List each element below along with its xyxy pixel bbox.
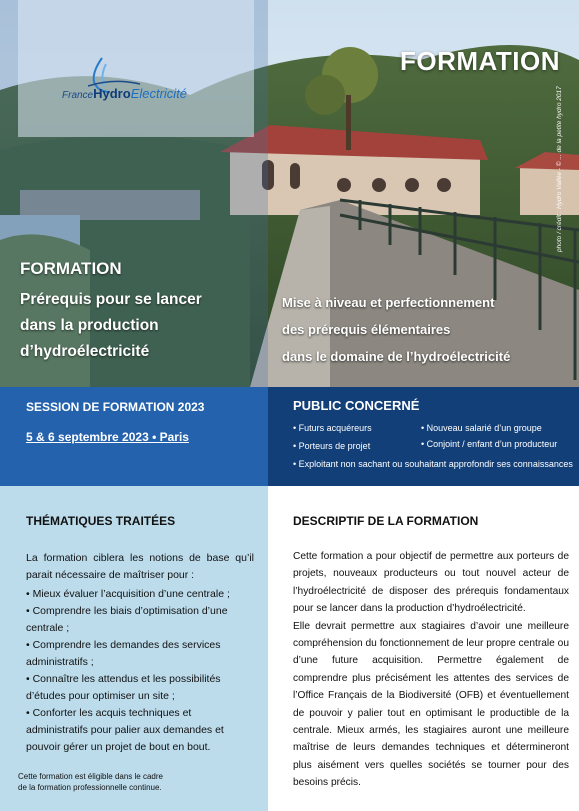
left-subtitle-line: dans la production <box>20 317 159 334</box>
public-item: • Nouveau salarié d’un groupe <box>421 423 542 433</box>
themes-list-item: • Conforter les acquis techniques et administratifs pour palier aux demandes et pouvoir gérer un projet de bout en bout. <box>26 707 224 753</box>
logo-electricite: Electricité <box>130 86 188 101</box>
themes-list-item: • Comprendre les biais d’optimisation d’une centrale ; <box>26 605 228 634</box>
right-subtitle-line: Mise à niveau et perfectionnement <box>282 295 495 310</box>
eligibility-note <box>18 771 163 793</box>
themes-list <box>26 586 256 756</box>
description-title: DESCRIPTIF DE LA FORMATION <box>293 514 479 528</box>
left-subtitle-line: Prérequis pour se lancer <box>20 291 202 308</box>
public-item: • Futurs acquéreurs <box>293 423 372 433</box>
hero-left-title: FORMATION <box>20 259 122 278</box>
right-subtitle-line: dans le domaine de l’hydroélectricité <box>282 349 511 364</box>
public-item: • Conjoint / enfant d’un producteur <box>421 439 558 449</box>
header-title: FORMATION <box>400 46 560 76</box>
description-paragraph: Cette formation a pour objectif de permettre aux porteurs de projets, nouveaux producteurs ou tout nouvel acteur de l’hydroélectricité de disposer des prérequis fondamentaux pour se lancer dans la production d’hydroélectricité. <box>293 551 569 615</box>
themes-list-item: • Comprendre les demandes des services administratifs ; <box>26 639 221 668</box>
hero-right-subtitle <box>282 289 510 370</box>
session-title: SESSION DE FORMATION 2023 <box>26 400 205 414</box>
logo <box>62 86 187 101</box>
eligibility-line: Cette formation est éligible dans le cadre <box>18 772 163 781</box>
description-paragraph: Elle devrait permettre aux stagiaires d’avoir une meilleure compréhension du fonctionnement de leur propre centrale ou d’une future acquisition. Permettre également de comprendre plus précisément les attentes des services de l’Office Français de la Biodiversité (OFB) et éventuellement de pouvoir y palier tout en optimisant le productible de la centrale. Mieux armés, les stagiaires auront une meilleure maîtrise de leurs demandes techniques et détermineront plus aisément vers quelles sociétés se tourner pour des besoins précis. <box>293 620 569 789</box>
public-title: PUBLIC CONCERNÉ <box>293 398 420 413</box>
description-body <box>293 548 569 792</box>
photo-credit: photo / crédit : Hydro Vallée - © ... de la petite hydro 2017 <box>556 86 563 252</box>
hero-left-subtitle <box>20 287 202 365</box>
right-subtitle-line: des prérequis élémentaires <box>282 322 451 337</box>
eligibility-line: de la formation professionnelle continue. <box>18 783 162 792</box>
themes-title: THÉMATIQUES TRAITÉES <box>26 514 176 528</box>
session-date: 5 & 6 septembre 2023 • Paris <box>26 430 189 444</box>
themes-list-item: • Connaître les attendus et les possibilités d’études pour optimiser un site ; <box>26 673 221 702</box>
public-item: • Exploitant non sachant ou souhaitant approfondir ses connaissances <box>293 459 573 469</box>
logo-prefix: France <box>62 90 94 101</box>
logo-hydro: Hydro <box>93 86 131 101</box>
themes-intro: La formation ciblera les notions de base qu’il parait nécessaire de maîtriser pour : <box>26 552 254 581</box>
themes-list-item: • Mieux évaluer l’acquisition d’une centrale ; <box>26 588 230 600</box>
public-item: • Porteurs de projet <box>293 441 371 451</box>
left-subtitle-line: d’hydroélectricité <box>20 343 150 360</box>
